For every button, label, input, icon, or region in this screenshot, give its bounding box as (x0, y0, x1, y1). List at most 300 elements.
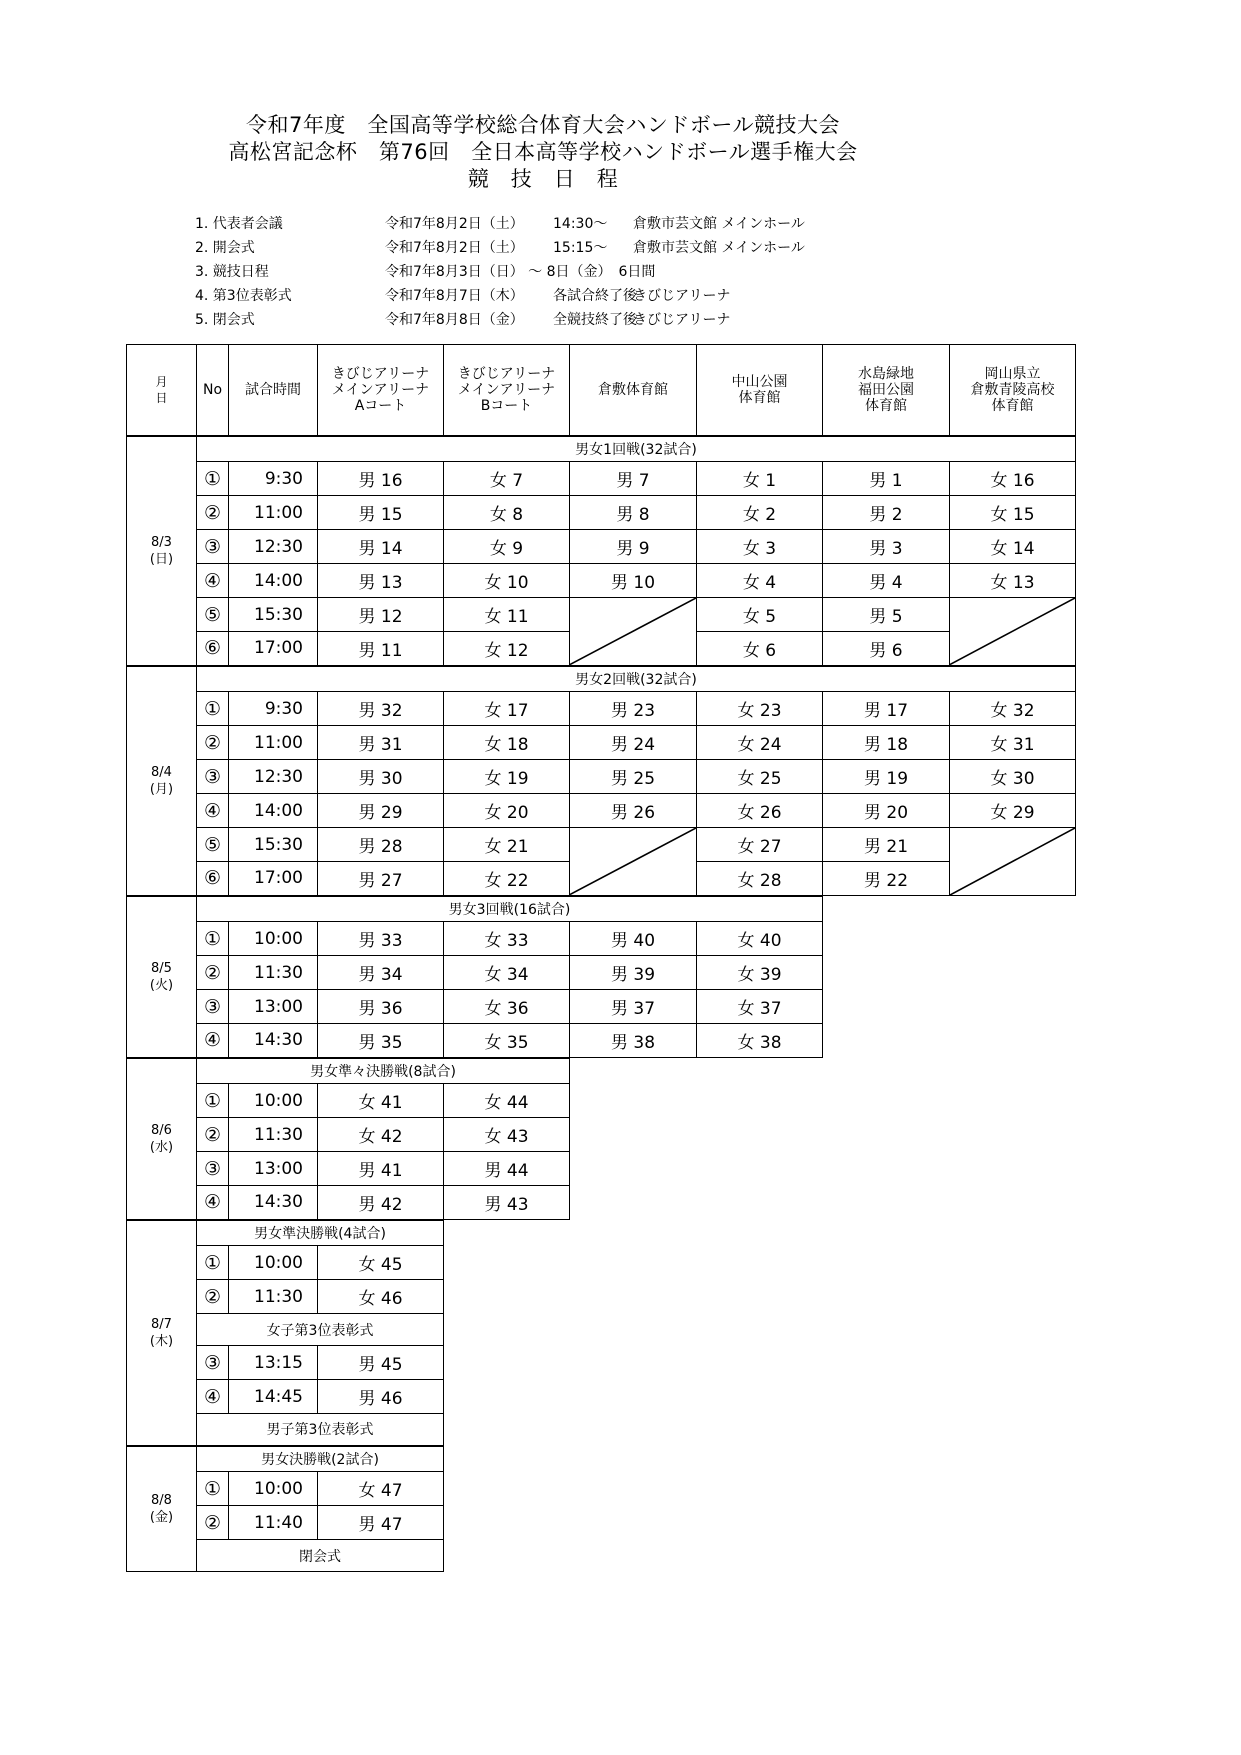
no-match-cell (950, 828, 1076, 896)
header-venue (697, 345, 823, 436)
empty-cell (823, 1246, 950, 1280)
empty-cell (444, 1246, 570, 1280)
game-cell: 女 42 (318, 1118, 444, 1152)
no-match-cell (950, 598, 1076, 666)
empty-cell (570, 1446, 697, 1472)
match-time: 13:00 (229, 990, 318, 1024)
empty-cell (950, 1506, 1076, 1540)
game-cell: 男 21 (823, 828, 950, 862)
empty-cell (823, 990, 950, 1024)
match-no: ① (197, 692, 229, 726)
empty-cell (697, 1506, 823, 1540)
empty-cell (444, 1472, 570, 1506)
game-cell: 女 33 (444, 922, 570, 956)
header-venue-line: 体育館 (738, 389, 781, 406)
empty-cell (570, 1280, 697, 1314)
header-venue-line: 福田公園 (858, 381, 914, 398)
title-line-1: 令和7年度 全国高等学校総合体育大会ハンドボール競技大会 (246, 113, 840, 137)
note-date: 令和7年8月2日（土） (385, 216, 524, 232)
title-line-3: 競 技 日 程 (467, 167, 619, 191)
empty-cell (823, 1414, 950, 1446)
empty-cell (950, 1152, 1076, 1186)
empty-cell (570, 1186, 697, 1220)
note-time: 各試合終了後 (553, 288, 637, 304)
game-cell: 男 3 (823, 530, 950, 564)
match-time: 17:00 (229, 632, 318, 666)
empty-cell (570, 1414, 697, 1446)
empty-cell (950, 1472, 1076, 1506)
game-cell: 女 29 (950, 794, 1076, 828)
game-cell: 男 37 (570, 990, 697, 1024)
game-cell: 女 17 (444, 692, 570, 726)
game-cell: 男 6 (823, 632, 950, 666)
game-cell: 男 30 (318, 760, 444, 794)
header-venue-line: 倉敷青陵高校 (970, 381, 1055, 398)
day-cell (127, 666, 197, 896)
game-cell: 男 2 (823, 496, 950, 530)
empty-cell (950, 990, 1076, 1024)
game-cell: 女 41 (318, 1084, 444, 1118)
game-cell: 女 28 (697, 862, 823, 896)
empty-cell (950, 922, 1076, 956)
game-cell: 女 1 (697, 462, 823, 496)
empty-cell (950, 1220, 1076, 1246)
match-no: ① (197, 1472, 229, 1506)
game-cell: 女 21 (444, 828, 570, 862)
game-cell: 女 13 (950, 564, 1076, 598)
note-label: 1. 代表者会議 (195, 216, 283, 232)
empty-cell (697, 1084, 823, 1118)
game-cell: 女 15 (950, 496, 1076, 530)
match-time: 11:30 (229, 1118, 318, 1152)
match-no: ③ (197, 760, 229, 794)
game-cell: 男 22 (823, 862, 950, 896)
round-title: 男女3回戦(16試合) (197, 896, 823, 922)
empty-cell (823, 1446, 950, 1472)
game-cell: 男 32 (318, 692, 444, 726)
game-cell: 男 43 (444, 1186, 570, 1220)
empty-cell (950, 1314, 1076, 1346)
day-weekday: (木) (149, 1333, 174, 1349)
note-venue: 倉敷市芸文館 メインホール (633, 216, 805, 232)
game-cell: 女 26 (697, 794, 823, 828)
note-label: 5. 閉会式 (195, 312, 255, 328)
day-cell (127, 1058, 197, 1220)
empty-cell (697, 1314, 823, 1346)
empty-cell (444, 1346, 570, 1380)
match-time: 9:30 (229, 462, 318, 496)
empty-cell (950, 1118, 1076, 1152)
game-cell: 男 18 (823, 726, 950, 760)
game-cell: 女 16 (950, 462, 1076, 496)
game-cell: 男 35 (318, 1024, 444, 1058)
header-venue-line: メインアリーナ (457, 381, 556, 398)
empty-cell (950, 1058, 1076, 1084)
match-no: ④ (197, 1186, 229, 1220)
game-cell: 女 36 (444, 990, 570, 1024)
empty-cell (697, 1118, 823, 1152)
empty-cell (697, 1540, 823, 1572)
game-cell: 女 24 (697, 726, 823, 760)
day-date: 8/6 (151, 1122, 172, 1138)
empty-cell (444, 1414, 570, 1446)
empty-cell (823, 1280, 950, 1314)
match-time: 10:00 (229, 1246, 318, 1280)
game-cell: 男 28 (318, 828, 444, 862)
match-time: 12:30 (229, 530, 318, 564)
match-no: ② (197, 956, 229, 990)
match-no: ③ (197, 1346, 229, 1380)
game-cell: 男 10 (570, 564, 697, 598)
game-cell: 男 38 (570, 1024, 697, 1058)
empty-cell (950, 1346, 1076, 1380)
match-time: 15:30 (229, 598, 318, 632)
empty-cell (570, 1506, 697, 1540)
empty-cell (823, 1314, 950, 1346)
game-cell: 男 23 (570, 692, 697, 726)
game-cell: 女 35 (444, 1024, 570, 1058)
match-no: ② (197, 1506, 229, 1540)
match-no: ① (197, 1084, 229, 1118)
empty-cell (697, 1152, 823, 1186)
match-time: 10:00 (229, 1084, 318, 1118)
game-cell: 男 4 (823, 564, 950, 598)
game-cell: 男 31 (318, 726, 444, 760)
empty-cell (823, 1380, 950, 1414)
empty-cell (570, 1118, 697, 1152)
game-cell: 男 7 (570, 462, 697, 496)
match-no: ① (197, 922, 229, 956)
empty-cell (570, 1152, 697, 1186)
game-cell: 女 31 (950, 726, 1076, 760)
game-cell: 男 5 (823, 598, 950, 632)
match-no: ② (197, 1280, 229, 1314)
match-time: 14:00 (229, 564, 318, 598)
match-no: ② (197, 1118, 229, 1152)
game-cell: 男 13 (318, 564, 444, 598)
empty-cell (950, 1246, 1076, 1280)
empty-cell (823, 1220, 950, 1246)
round-title: 男女1回戦(32試合) (197, 436, 1076, 462)
empty-cell (697, 1446, 823, 1472)
empty-cell (570, 1220, 697, 1246)
game-cell: 男 46 (318, 1380, 444, 1414)
game-cell: 女 19 (444, 760, 570, 794)
game-cell: 女 23 (697, 692, 823, 726)
game-cell: 男 19 (823, 760, 950, 794)
empty-cell (950, 1380, 1076, 1414)
game-cell: 女 12 (444, 632, 570, 666)
match-no: ⑥ (197, 632, 229, 666)
ceremony-label: 女子第3位表彰式 (197, 1314, 444, 1346)
note-venue: きびじアリーナ (633, 312, 731, 328)
empty-cell (823, 1346, 950, 1380)
game-cell: 男 16 (318, 462, 444, 496)
empty-cell (444, 1540, 570, 1572)
empty-cell (444, 1220, 570, 1246)
game-cell: 男 42 (318, 1186, 444, 1220)
day-cell (127, 896, 197, 1058)
game-cell: 男 39 (570, 956, 697, 990)
match-no: ⑤ (197, 598, 229, 632)
empty-cell (444, 1446, 570, 1472)
header-venue (823, 345, 950, 436)
game-cell: 男 20 (823, 794, 950, 828)
game-cell: 男 24 (570, 726, 697, 760)
game-cell: 男 26 (570, 794, 697, 828)
game-cell: 男 27 (318, 862, 444, 896)
empty-cell (697, 1414, 823, 1446)
day-weekday: (水) (149, 1139, 174, 1155)
empty-cell (950, 1186, 1076, 1220)
note-date: 令和7年8月3日（日） ～ 8日（金） 6日間 (385, 264, 656, 280)
game-cell: 男 41 (318, 1152, 444, 1186)
day-date: 8/7 (151, 1316, 172, 1332)
empty-cell (823, 1118, 950, 1152)
game-cell: 女 2 (697, 496, 823, 530)
game-cell: 男 1 (823, 462, 950, 496)
day-date: 8/4 (151, 764, 172, 780)
header-venue-line: きびじアリーナ (457, 365, 556, 382)
game-cell: 男 29 (318, 794, 444, 828)
match-time: 10:00 (229, 922, 318, 956)
title-line-2: 高松宮記念杯 第76回 全日本高等学校ハンドボール選手権大会 (228, 140, 858, 164)
empty-cell (823, 1058, 950, 1084)
empty-cell (697, 1280, 823, 1314)
empty-cell (570, 1246, 697, 1280)
match-no: ④ (197, 1024, 229, 1058)
day-weekday: (日) (149, 551, 174, 567)
match-time: 11:30 (229, 1280, 318, 1314)
round-title: 男女準々決勝戦(8試合) (197, 1058, 570, 1084)
match-no: ⑥ (197, 862, 229, 896)
match-time: 11:40 (229, 1506, 318, 1540)
header-venue (950, 345, 1076, 436)
header-venue-line: 岡山県立 (984, 365, 1041, 382)
game-cell: 女 4 (697, 564, 823, 598)
game-cell: 女 22 (444, 862, 570, 896)
game-cell: 女 46 (318, 1280, 444, 1314)
game-cell: 女 27 (697, 828, 823, 862)
game-cell: 男 8 (570, 496, 697, 530)
game-cell: 女 38 (697, 1024, 823, 1058)
empty-cell (950, 1024, 1076, 1058)
game-cell: 女 44 (444, 1084, 570, 1118)
header-venue-line: 倉敷体育館 (598, 381, 668, 398)
empty-cell (823, 1472, 950, 1506)
match-time: 17:00 (229, 862, 318, 896)
empty-cell (570, 1084, 697, 1118)
header-time: 試合時間 (229, 345, 318, 436)
match-time: 14:00 (229, 794, 318, 828)
game-cell: 男 47 (318, 1506, 444, 1540)
note-time: 全競技終了後 (553, 312, 637, 328)
note-venue: 倉敷市芸文館 メインホール (633, 240, 805, 256)
game-cell: 女 14 (950, 530, 1076, 564)
game-cell: 女 8 (444, 496, 570, 530)
header-venue (570, 345, 697, 436)
match-no: ④ (197, 1380, 229, 1414)
day-weekday: (月) (149, 781, 174, 797)
day-cell (127, 1446, 197, 1572)
header-venue-line: Bコート (480, 397, 533, 414)
match-no: ③ (197, 530, 229, 564)
day-date: 8/5 (151, 960, 172, 976)
game-cell: 女 45 (318, 1246, 444, 1280)
game-cell: 男 36 (318, 990, 444, 1024)
game-cell: 女 3 (697, 530, 823, 564)
no-match-cell (570, 828, 697, 896)
note-date: 令和7年8月2日（土） (385, 240, 524, 256)
empty-cell (823, 1084, 950, 1118)
empty-cell (823, 1186, 950, 1220)
empty-cell (444, 1380, 570, 1414)
empty-cell (823, 956, 950, 990)
header-month-day-text: 日 (155, 390, 168, 405)
match-no: ④ (197, 564, 229, 598)
game-cell: 男 44 (444, 1152, 570, 1186)
ceremony-label: 閉会式 (197, 1540, 444, 1572)
game-cell: 女 40 (697, 922, 823, 956)
empty-cell (950, 956, 1076, 990)
game-cell: 女 20 (444, 794, 570, 828)
empty-cell (570, 1540, 697, 1572)
note-label: 2. 開会式 (195, 240, 255, 256)
note-date: 令和7年8月8日（金） (385, 312, 524, 328)
match-time: 9:30 (229, 692, 318, 726)
empty-cell (823, 1152, 950, 1186)
match-no: ③ (197, 990, 229, 1024)
match-no: ① (197, 1246, 229, 1280)
game-cell: 女 34 (444, 956, 570, 990)
game-cell: 女 32 (950, 692, 1076, 726)
game-cell: 女 6 (697, 632, 823, 666)
day-weekday: (金) (149, 1509, 174, 1525)
header-venue-line: メインアリーナ (331, 381, 430, 398)
game-cell: 男 34 (318, 956, 444, 990)
game-cell: 男 11 (318, 632, 444, 666)
empty-cell (697, 1472, 823, 1506)
day-date: 8/8 (151, 1492, 172, 1508)
game-cell: 男 14 (318, 530, 444, 564)
match-time: 12:30 (229, 760, 318, 794)
no-match-cell (570, 598, 697, 666)
game-cell: 女 43 (444, 1118, 570, 1152)
note-time: 14:30～ (553, 216, 608, 232)
note-time: 15:15～ (553, 240, 608, 256)
empty-cell (697, 1380, 823, 1414)
match-no: ③ (197, 1152, 229, 1186)
match-time: 13:15 (229, 1346, 318, 1380)
empty-cell (823, 896, 950, 922)
game-cell: 女 7 (444, 462, 570, 496)
match-time: 11:00 (229, 726, 318, 760)
game-cell: 女 25 (697, 760, 823, 794)
match-no: ④ (197, 794, 229, 828)
round-title: 男女決勝戦(2試合) (197, 1446, 444, 1472)
empty-cell (950, 1414, 1076, 1446)
empty-cell (950, 1084, 1076, 1118)
header-venue-line: 体育館 (865, 397, 907, 414)
game-cell: 男 17 (823, 692, 950, 726)
document-titles (0, 112, 1086, 193)
game-cell: 男 33 (318, 922, 444, 956)
empty-cell (823, 1506, 950, 1540)
match-no: ① (197, 462, 229, 496)
game-cell: 男 9 (570, 530, 697, 564)
day-weekday: (火) (149, 977, 174, 993)
empty-cell (570, 1380, 697, 1414)
game-cell: 女 9 (444, 530, 570, 564)
header-venue-line: 体育館 (991, 397, 1034, 414)
round-title: 男女2回戦(32試合) (197, 666, 1076, 692)
empty-cell (950, 896, 1076, 922)
empty-cell (697, 1246, 823, 1280)
match-time: 13:00 (229, 1152, 318, 1186)
empty-cell (697, 1220, 823, 1246)
empty-cell (823, 1540, 950, 1572)
game-cell: 男 25 (570, 760, 697, 794)
game-cell: 女 11 (444, 598, 570, 632)
header-month-day-text: 月 (155, 374, 168, 389)
game-cell: 男 45 (318, 1346, 444, 1380)
note-venue: きびじアリーナ (633, 288, 731, 304)
empty-cell (570, 1058, 697, 1084)
match-time: 15:30 (229, 828, 318, 862)
day-cell (127, 1220, 197, 1446)
match-no: ② (197, 496, 229, 530)
empty-cell (697, 1346, 823, 1380)
empty-cell (444, 1506, 570, 1540)
match-time: 11:30 (229, 956, 318, 990)
schedule-table (126, 344, 1076, 1572)
empty-cell (697, 1186, 823, 1220)
header-venue-line: きびじアリーナ (331, 365, 430, 382)
match-time: 14:30 (229, 1024, 318, 1058)
empty-cell (570, 1472, 697, 1506)
game-cell: 女 10 (444, 564, 570, 598)
header-venue (444, 345, 570, 436)
header-venue-line: 中山公園 (731, 373, 788, 390)
note-label: 4. 第3位表彰式 (195, 288, 292, 304)
note-date: 令和7年8月7日（木） (385, 288, 524, 304)
day-cell (127, 436, 197, 666)
empty-cell (823, 1024, 950, 1058)
header-venue-line: Aコート (354, 397, 407, 414)
empty-cell (570, 1314, 697, 1346)
match-time: 11:00 (229, 496, 318, 530)
game-cell: 女 5 (697, 598, 823, 632)
game-cell: 男 15 (318, 496, 444, 530)
empty-cell (950, 1446, 1076, 1472)
match-time: 10:00 (229, 1472, 318, 1506)
empty-cell (570, 1346, 697, 1380)
note-label: 3. 競技日程 (195, 264, 269, 280)
empty-cell (697, 1058, 823, 1084)
round-title: 男女準決勝戦(4試合) (197, 1220, 444, 1246)
game-cell: 女 18 (444, 726, 570, 760)
game-cell: 女 30 (950, 760, 1076, 794)
match-no: ② (197, 726, 229, 760)
game-cell: 男 12 (318, 598, 444, 632)
header-venue-line: 水島緑地 (858, 365, 914, 382)
game-cell: 男 40 (570, 922, 697, 956)
header-month-day (127, 345, 197, 436)
match-no: ⑤ (197, 828, 229, 862)
game-cell: 女 47 (318, 1472, 444, 1506)
empty-cell (950, 1540, 1076, 1572)
day-date: 8/3 (151, 534, 172, 550)
